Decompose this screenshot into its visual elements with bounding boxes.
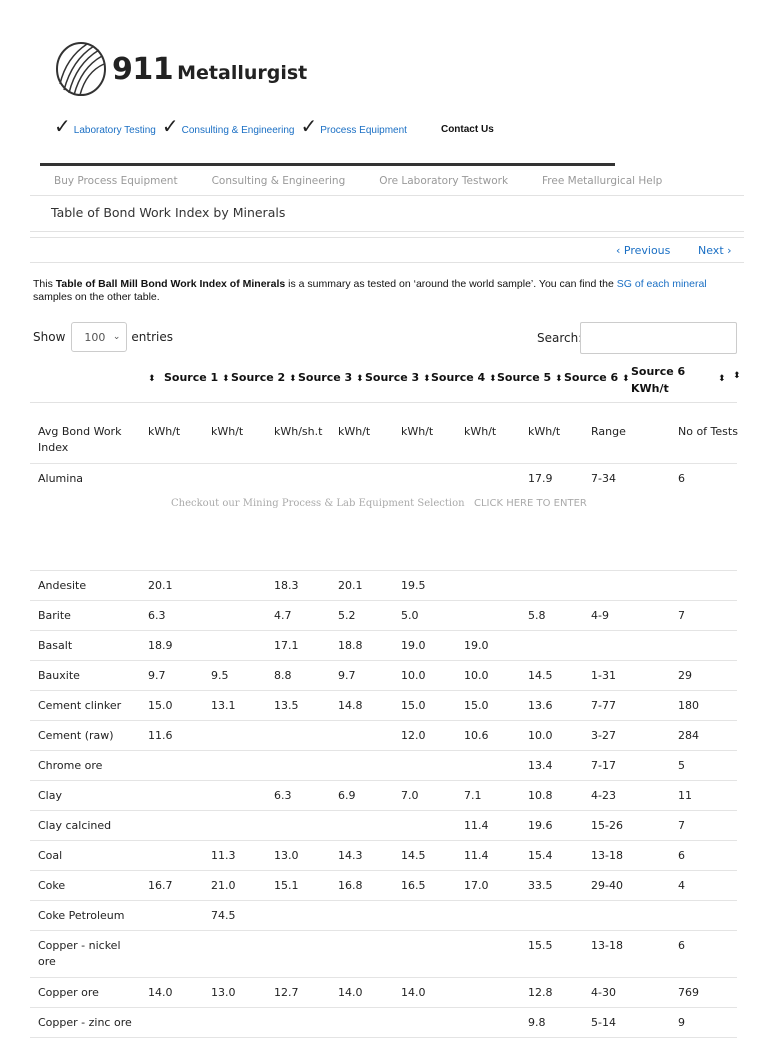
table-cell: 14.5 [528, 669, 553, 682]
row-label: Copper ore [38, 986, 99, 999]
table-cell: 4-30 [591, 986, 616, 999]
table-cell: 6.3 [274, 789, 292, 802]
intro-paragraph: This Table of Ball Mill Bond Work Index of Minerals is a summary as tested on ‘around the world sample’. You can find the SG of each mineral samples on the other table. [33, 278, 707, 303]
table-cell: 1-31 [591, 669, 616, 682]
previous-link[interactable]: ‹ Previous [616, 244, 671, 257]
chevron-down-icon: ⌄ [112, 332, 121, 342]
search-input[interactable] [580, 322, 737, 354]
table-cell: 17.0 [464, 879, 489, 892]
table-cell: 14.8 [338, 699, 363, 712]
row-label: Chrome ore [38, 759, 103, 772]
table-cell: 19.0 [401, 639, 426, 652]
table-cell: 5.8 [528, 609, 546, 622]
table-cell: 3-27 [591, 729, 616, 742]
next-link[interactable]: Next › [698, 244, 732, 257]
table-cell: kWh/t [211, 425, 244, 438]
logo-number: 911 [112, 51, 174, 87]
table-cell: 21.0 [211, 879, 236, 892]
sort-icon: ⬍ [356, 374, 364, 384]
table-cell: 11.4 [464, 819, 489, 832]
col-header-source-6a[interactable]: Source 6 ⬍ [564, 371, 630, 384]
checkmark-icon: ✓ [54, 116, 71, 138]
col-header-source-4[interactable]: Source 4 ⬍ [431, 371, 497, 384]
row-label: Copper - nickel ore [38, 939, 121, 968]
sort-icon[interactable]: ⬍ [718, 374, 726, 384]
row-label: Copper - zinc ore [38, 1016, 132, 1029]
table-cell: 5.2 [338, 609, 356, 622]
table-cell: 11.3 [211, 849, 236, 862]
table-cell: 20.1 [338, 579, 363, 592]
checkmark-icon: ✓ [300, 116, 318, 138]
sort-icon: ⬍ [289, 374, 297, 384]
table-cell: 10.0 [401, 669, 426, 682]
table-cell: 7-34 [591, 472, 616, 485]
table-cell: 10.0 [464, 669, 489, 682]
row-label: Avg Bond Work Index [38, 425, 122, 454]
table-cell: 6 [678, 849, 685, 862]
table-cell: kWh/t [528, 425, 561, 438]
logo-word: Metallurgist [177, 62, 308, 84]
table-cell: 4-9 [591, 609, 609, 622]
divider [30, 237, 744, 238]
col-header-source-1[interactable]: Source 1 ⬍ [164, 371, 230, 384]
table-cell: 4.7 [274, 609, 292, 622]
table-cell: kWh/sh.t [274, 425, 323, 438]
table-cell: kWh/t [148, 425, 181, 438]
table-cell: 180 [678, 699, 699, 712]
ad-banner-cta[interactable]: CLICK HERE TO ENTER [474, 498, 587, 509]
table-cell: 7.0 [401, 789, 419, 802]
table-cell: 5.0 [401, 609, 419, 622]
sort-icon: ⬍ [423, 374, 431, 384]
table-cell: 13.5 [274, 699, 299, 712]
table-cell: 15.5 [528, 939, 553, 952]
table-cell: 19.6 [528, 819, 553, 832]
table-cell: 33.5 [528, 879, 553, 892]
search-label: Search: [537, 331, 583, 345]
table-cell: 16.8 [338, 879, 363, 892]
table-cell: 16.5 [401, 879, 426, 892]
table-cell: 74.5 [211, 909, 236, 922]
page-title: Table of Bond Work Index by Minerals [51, 205, 286, 220]
row-label: Cement (raw) [38, 729, 114, 742]
table-cell: 15.4 [528, 849, 553, 862]
table-cell: 12.7 [274, 986, 299, 999]
nav-laboratory-testing[interactable]: ✓ Laboratory Testing [54, 116, 156, 138]
table-cell: 14.0 [148, 986, 173, 999]
table-cell: 10.6 [464, 729, 489, 742]
row-label: Clay calcined [38, 819, 112, 832]
logo-globe-icon [54, 40, 108, 98]
divider [30, 231, 744, 232]
table-cell: kWh/t [464, 425, 497, 438]
table-cell: 17.9 [528, 472, 553, 485]
row-label: Bauxite [38, 669, 80, 682]
table-cell: 16.7 [148, 879, 173, 892]
table-cell: 9 [678, 1016, 685, 1029]
table-cell: 8.8 [274, 669, 292, 682]
row-label: Barite [38, 609, 71, 622]
entries-select[interactable]: 100 ⌄ [71, 322, 127, 352]
table-cell: 10.0 [528, 729, 553, 742]
table-cell: kWh/t [338, 425, 371, 438]
table-cell: 18.8 [338, 639, 363, 652]
table-cell: 14.5 [401, 849, 426, 862]
col-header-source-3a[interactable]: Source 3 ⬍ [298, 371, 364, 384]
row-label: Andesite [38, 579, 87, 592]
row-label: Alumina [38, 472, 84, 485]
show-label: Show [33, 330, 66, 344]
table-cell: 5 [678, 759, 685, 772]
sort-icon[interactable]: ⬍ [733, 371, 741, 381]
table-cell: 12.0 [401, 729, 426, 742]
table-cell: 13.4 [528, 759, 553, 772]
table-cell: 6 [678, 939, 685, 952]
col-header-source-5[interactable]: Source 5 ⬍ [497, 371, 563, 384]
menu-buy-process-equipment[interactable]: Buy Process Equipment [54, 175, 178, 187]
table-cell: No of Tests [678, 425, 738, 438]
ad-banner-text[interactable]: Checkout our Mining Process & Lab Equipment Selection [171, 498, 465, 509]
table-cell: 29 [678, 669, 692, 682]
col-header-source-3b[interactable]: Source 3 ⬍ [365, 371, 431, 384]
table-cell: 15.0 [401, 699, 426, 712]
menu-consulting-engineering[interactable]: Consulting & Engineering [211, 175, 346, 187]
nav-process-equipment[interactable]: ✓ Process Equipment [300, 116, 407, 138]
sort-icon: ⬍ [622, 374, 630, 384]
secondary-menu [54, 175, 696, 187]
table-cell: 19.0 [464, 639, 489, 652]
table-cell: 7-17 [591, 759, 616, 772]
nav-contact-us[interactable]: Contact Us [440, 124, 494, 135]
table-cell: 9.5 [211, 669, 229, 682]
table-cell: 10.8 [528, 789, 553, 802]
header-divider [30, 402, 737, 403]
table-cell: 11.6 [148, 729, 173, 742]
top-nav [54, 118, 494, 136]
table-cell: 19.5 [401, 579, 426, 592]
table-cell: 7.1 [464, 789, 482, 802]
row-label: Coal [38, 849, 63, 862]
site-logo[interactable] [54, 40, 307, 98]
table-cell: 9.8 [528, 1016, 546, 1029]
table-cell: 14.3 [338, 849, 363, 862]
table-cell: 13-18 [591, 849, 623, 862]
table-cell: 9.7 [148, 669, 166, 682]
table-cell: 13.1 [211, 699, 236, 712]
col-header-source-2[interactable]: Source 2 ⬍ [231, 371, 297, 384]
table-cell: 6.9 [338, 789, 356, 802]
show-entries [33, 322, 173, 352]
table-cell: 14.0 [338, 986, 363, 999]
entries-label: entries [131, 330, 173, 344]
table-cell: 11.4 [464, 849, 489, 862]
table-cell: 13.0 [274, 849, 299, 862]
table-cell: 4-23 [591, 789, 616, 802]
row-label: Coke [38, 879, 66, 892]
table-cell: 13-18 [591, 939, 623, 952]
table-cell: kWh/t [401, 425, 434, 438]
divider [30, 262, 744, 263]
table-cell: 11 [678, 789, 692, 802]
table-cell: 15.1 [274, 879, 299, 892]
table-cell: 284 [678, 729, 699, 742]
table-cell: 18.3 [274, 579, 299, 592]
table-cell: 15.0 [464, 699, 489, 712]
table-cell: 7 [678, 609, 685, 622]
sort-icon: ⬍ [489, 374, 497, 384]
table-cell: 7-77 [591, 699, 616, 712]
table-cell: 15-26 [591, 819, 623, 832]
nav-divider [40, 163, 615, 166]
table-cell: 20.1 [148, 579, 173, 592]
table-cell: 7 [678, 819, 685, 832]
row-label: Clay [38, 789, 62, 802]
row-label: Coke Petroleum [38, 909, 125, 922]
checkmark-icon: ✓ [161, 116, 179, 138]
row-label: Basalt [38, 639, 73, 652]
table-cell: 769 [678, 986, 699, 999]
sg-link[interactable]: SG of each mineral [616, 278, 707, 290]
divider [30, 195, 744, 196]
table-cell: 13.6 [528, 699, 553, 712]
table-cell: 4 [678, 879, 685, 892]
table-cell: 5-14 [591, 1016, 616, 1029]
table-cell: 9.7 [338, 669, 356, 682]
menu-free-metallurgical-help[interactable]: Free Metallurgical Help [542, 175, 663, 187]
table-cell: 6.3 [148, 609, 166, 622]
table-cell: Range [591, 425, 626, 438]
row-label: Cement clinker [38, 699, 122, 712]
table-cell: 15.0 [148, 699, 173, 712]
nav-consulting-engineering[interactable]: ✓ Consulting & Engineering [161, 116, 295, 138]
table-cell: 18.9 [148, 639, 173, 652]
table-cell: 14.0 [401, 986, 426, 999]
table-cell: 29-40 [591, 879, 623, 892]
menu-ore-laboratory-testwork[interactable]: Ore Laboratory Testwork [379, 175, 509, 187]
sort-icon: ⬍ [222, 374, 230, 384]
sort-icon: ⬍ [555, 374, 563, 384]
sort-icon[interactable]: ⬍ [148, 374, 156, 384]
table-cell: 12.8 [528, 986, 553, 999]
table-cell: 17.1 [274, 639, 299, 652]
col-header-source-6b[interactable]: Source 6 KWh/t [631, 365, 686, 395]
table-cell: 6 [678, 472, 685, 485]
table-cell: 13.0 [211, 986, 236, 999]
